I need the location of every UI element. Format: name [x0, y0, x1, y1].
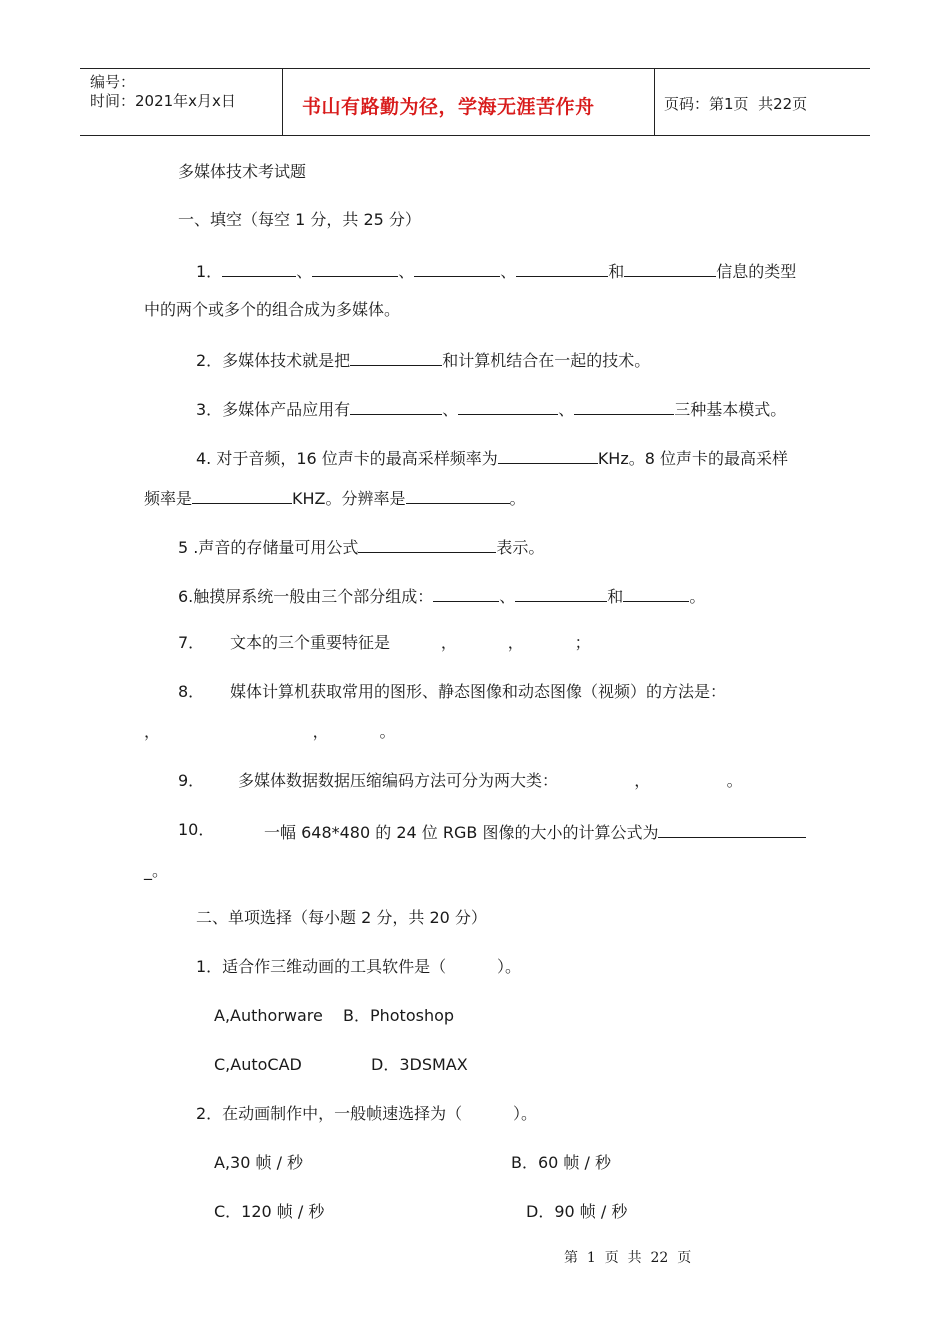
q1-blank-5[interactable]	[624, 259, 716, 277]
q5-blank[interactable]	[358, 535, 496, 553]
question-1-cont: 中的两个或多个的组合成为多媒体。	[144, 300, 401, 319]
header-time: 时间：2021年x月x日	[90, 92, 236, 110]
q4-text-2: KHz。8 位声卡的最高采样	[597, 449, 789, 468]
q4-blank-1[interactable]	[498, 446, 598, 464]
q3-sep-1: 、	[442, 400, 459, 419]
question-6-line	[178, 584, 705, 607]
question-7-text: 文本的三个重要特征是 ， ， ；	[230, 633, 591, 652]
header-rule-top	[80, 68, 870, 69]
choice-q1-option-d[interactable]: D．3DSMAX	[371, 1055, 468, 1074]
question-4-cont	[144, 486, 526, 509]
q1-and: 和	[608, 262, 625, 281]
choice-q2-option-b[interactable]: B．60 帧 / 秒	[511, 1153, 611, 1172]
q4-blank-2[interactable]	[192, 486, 292, 504]
q6-blank-3[interactable]	[623, 584, 689, 602]
q1-sep-2: 、	[398, 262, 415, 281]
header-page-info: 页码：第1页 共22页	[664, 95, 808, 113]
q4-text: 4. 对于音频，16 位声卡的最高采样频率为	[196, 449, 498, 468]
q6-sep: 、	[499, 587, 516, 606]
q4-end: 。	[509, 489, 526, 508]
q3-tail: 三种基本模式。	[674, 400, 787, 419]
q1-blank-4[interactable]	[516, 259, 608, 277]
header-number-label: 编号：	[90, 73, 136, 91]
q1-blank-3[interactable]	[414, 259, 500, 277]
choice-q1-option-b[interactable]: B．Photoshop	[343, 1006, 455, 1025]
q10-text: 一幅 648*480 的 24 位 RGB 图像的大小的计算公式为	[264, 823, 659, 842]
q4-text-3: 频率是	[144, 489, 193, 508]
q6-blank-1[interactable]	[433, 584, 499, 602]
q5-text: 5 .声音的存储量可用公式	[178, 538, 359, 557]
choice-q1-option-c[interactable]: C,AutoCAD	[214, 1055, 302, 1074]
question-8-number: 8．	[178, 682, 205, 701]
question-10-number: 10．	[178, 820, 215, 839]
q1-number: 1．	[196, 262, 223, 281]
q2-text: 2．多媒体技术就是把	[196, 351, 351, 370]
q1-tail: 信息的类型	[716, 262, 797, 281]
q6-end: 。	[689, 587, 706, 606]
question-4-line	[196, 446, 788, 469]
question-8-cont: ， ， 。	[144, 722, 396, 741]
question-1-line	[196, 259, 796, 282]
question-7-number: 7．	[178, 633, 205, 652]
q3-text: 3．多媒体产品应用有	[196, 400, 351, 419]
question-10-cont: _。	[144, 861, 169, 880]
q2-tail: 和计算机结合在一起的技术。	[442, 351, 651, 370]
header-divider-1	[282, 68, 283, 136]
question-9-text: 多媒体数据数据压缩编码方法可分为两大类： ， 。	[238, 771, 743, 790]
header-divider-2	[654, 68, 655, 136]
choice-question-1: 1．适合作三维动画的工具软件是（ ）。	[196, 957, 522, 976]
q1-sep-1: 、	[296, 262, 313, 281]
header-motto: 书山有路勤为径，学海无涯苦作舟	[302, 96, 595, 118]
q10-blank[interactable]	[658, 820, 806, 838]
q1-sep-3: 、	[500, 262, 517, 281]
q3-blank-1[interactable]	[350, 397, 442, 415]
q4-text-4: KHZ。分辨率是	[292, 489, 406, 508]
q3-blank-2[interactable]	[458, 397, 558, 415]
choice-q2-option-d[interactable]: D．90 帧 / 秒	[526, 1202, 628, 1221]
question-3-line	[196, 397, 786, 420]
q3-blank-3[interactable]	[574, 397, 674, 415]
section-heading-fill-blank: 一、填空（每空 1 分，共 25 分）	[178, 210, 421, 229]
q6-and: 和	[607, 587, 624, 606]
section-heading-single-choice: 二、单项选择（每小题 2 分，共 20 分）	[196, 908, 487, 927]
q6-text: 6.触摸屏系统一般由三个部分组成：	[178, 587, 434, 606]
q2-blank[interactable]	[350, 348, 442, 366]
exam-title: 多媒体技术考试题	[178, 162, 307, 181]
question-2-line	[196, 348, 650, 371]
question-10-line	[264, 820, 806, 843]
q6-blank-2[interactable]	[515, 584, 607, 602]
q5-tail: 表示。	[496, 538, 545, 557]
choice-q2-option-a[interactable]: A,30 帧 / 秒	[214, 1153, 304, 1172]
question-5-line	[178, 535, 544, 558]
q3-sep-2: 、	[558, 400, 575, 419]
choice-q2-option-c[interactable]: C．120 帧 / 秒	[214, 1202, 325, 1221]
question-8-text: 媒体计算机获取常用的图形、静态图像和动态图像（视频）的方法是：	[230, 682, 727, 701]
q1-blank-2[interactable]	[312, 259, 398, 277]
choice-q1-option-a[interactable]: A,Authorware	[214, 1006, 323, 1025]
page-footer: 第 1 页 共 22 页	[564, 1250, 692, 1266]
question-9-number: 9．	[178, 771, 205, 790]
q4-blank-3[interactable]	[406, 486, 510, 504]
choice-question-2: 2．在动画制作中，一般帧速选择为（ ）。	[196, 1104, 538, 1123]
header-rule-bottom	[80, 135, 870, 136]
q1-blank-1[interactable]	[222, 259, 296, 277]
